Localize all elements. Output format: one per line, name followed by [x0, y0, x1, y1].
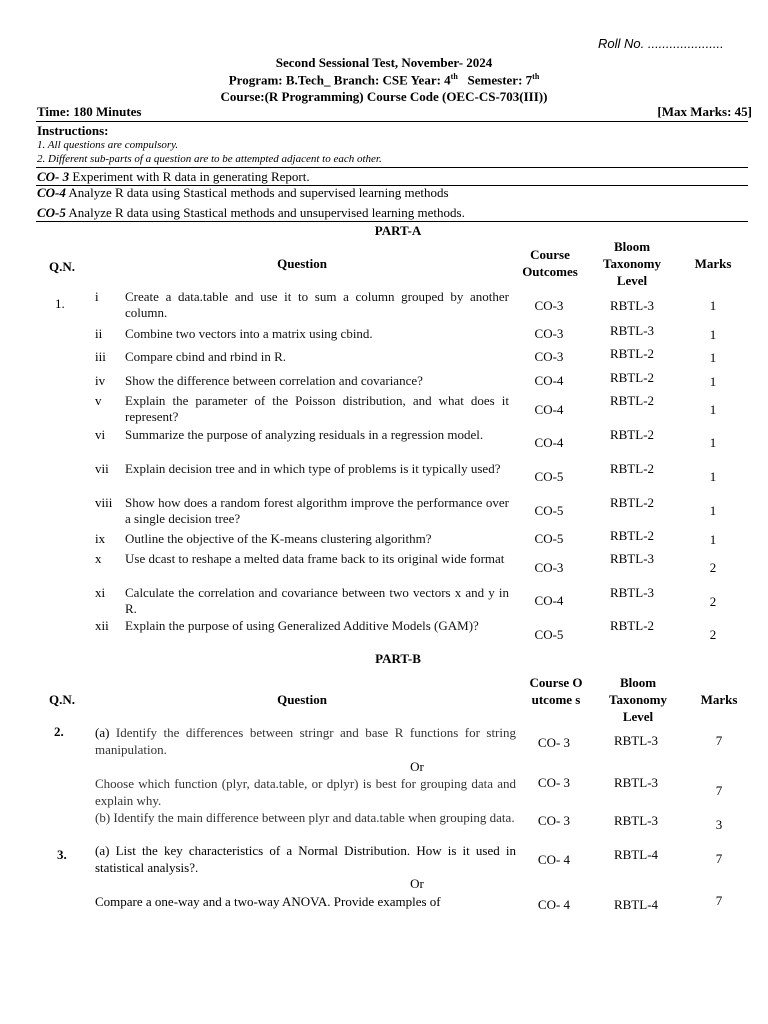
marks-cell: 1 — [709, 435, 717, 450]
bloom-level-cell: RBTL-2 — [609, 427, 655, 442]
col-header-qn: Q.N. — [49, 692, 75, 707]
marks-cell: 1 — [709, 374, 717, 389]
question-text: Compare cbind and rbind in R. — [125, 349, 287, 364]
marks-cell: 7 — [715, 783, 723, 798]
co-text: Analyze R data using Stastical methods and supervised learning methods — [65, 185, 449, 200]
sub-number: xi — [95, 585, 106, 600]
col-header-marks: Marks — [694, 256, 732, 271]
bloom-level-cell: RBTL-3 — [613, 775, 659, 790]
co-code: CO- 3 — [37, 169, 70, 184]
marks-cell: 7 — [715, 851, 723, 866]
question-number: 1. — [55, 296, 65, 311]
course-outcome-cell: CO- 3 — [537, 775, 571, 790]
bloom-level-cell: RBTL-3 — [609, 551, 655, 566]
course-outcome-cell: CO-3 — [534, 326, 564, 341]
col-header-bloom: Bloom Taxonomy Level — [602, 239, 662, 288]
marks-cell: 7 — [715, 893, 723, 908]
course-outcome-cell: CO-4 — [534, 593, 564, 608]
marks-cell: 1 — [709, 503, 717, 518]
sub-number: x — [95, 551, 102, 566]
question-text — [95, 842, 516, 876]
sub-number: iii — [95, 349, 106, 364]
question-text: Combine two vectors into a matrix using cbind. — [125, 326, 373, 341]
col-header-question: Question — [277, 256, 327, 271]
bloom-level-cell: RBTL-3 — [613, 733, 659, 748]
col-header-qn: Q.N. — [49, 259, 75, 274]
question-text: Show the difference between correlation and covariance? — [125, 373, 423, 388]
sub-number: v — [95, 393, 102, 408]
year-sup: th — [450, 72, 458, 81]
course-outcome-cell: CO- 4 — [537, 852, 571, 867]
col-header-marks: Marks — [700, 692, 738, 707]
bloom-level-cell: RBTL-2 — [609, 495, 655, 510]
semester-text: Semester: 7 — [467, 72, 533, 88]
co-text: Analyze R data using Stastical methods and unsupervised learning methods. — [65, 205, 465, 220]
bloom-level-cell: RBTL-3 — [609, 298, 655, 313]
bloom-level-cell: RBTL-2 — [609, 393, 655, 408]
co-code: CO-4 — [37, 185, 66, 200]
col-header-course-outcomes: Course Outcomes — [522, 247, 578, 279]
instruction-item: 1. All questions are compulsory. — [37, 139, 179, 151]
sub-number: i — [95, 289, 99, 304]
col-header-bloom: Bloom Taxonomy Level — [608, 675, 668, 724]
semester-sup: th — [532, 72, 540, 81]
part-b-title: PART-B — [375, 651, 421, 666]
marks-cell: 1 — [709, 402, 717, 417]
course-outcome-cell: CO-5 — [534, 627, 564, 642]
course-outcome-cell: CO- 4 — [537, 897, 571, 912]
course-line: Course:(R Programming) Course Code (OEC-CS-703(III)) — [220, 89, 548, 104]
bloom-level-cell: RBTL-3 — [609, 323, 655, 338]
question-text: Calculate the correlation and covariance between two vectors x and y in R. — [125, 585, 509, 616]
course-outcome-cell: CO- 3 — [537, 735, 571, 750]
bloom-level-cell: RBTL-2 — [609, 370, 655, 385]
marks-cell: 1 — [709, 532, 717, 547]
question-text: (b) Identify the main difference between plyr and data.table when grouping data. — [95, 810, 515, 825]
course-outcome-cell: CO-5 — [534, 469, 564, 484]
question-text: Compare a one-way and a two-way ANOVA. Provide examples of — [95, 894, 441, 909]
question-text: Explain the purpose of using Generalized Additive Models (GAM)? — [125, 618, 479, 633]
marks-cell: 1 — [709, 469, 717, 484]
marks-cell: 2 — [709, 594, 717, 609]
course-outcome-cell: CO-4 — [534, 373, 564, 388]
question-text: Summarize the purpose of analyzing residuals in a regression model. — [125, 427, 484, 442]
instructions-heading: Instructions: — [37, 123, 109, 138]
divider — [36, 221, 748, 222]
max-marks: [Max Marks: 45] — [657, 104, 752, 119]
sub-number: vii — [95, 461, 109, 476]
bloom-level-cell: RBTL-2 — [609, 528, 655, 543]
marks-cell: 2 — [709, 627, 717, 642]
question-number: 2. — [54, 724, 64, 739]
course-outcome-cell: CO-5 — [534, 531, 564, 546]
sub-number: vi — [95, 427, 106, 442]
program-line — [0, 72, 768, 88]
marks-cell: 3 — [715, 817, 723, 832]
exam-title: Second Sessional Test, November- 2024 — [275, 55, 493, 70]
course-outcome — [37, 205, 465, 221]
course-outcome-cell: CO-3 — [534, 349, 564, 364]
course-outcome-cell: CO-3 — [534, 560, 564, 575]
bloom-level-cell: RBTL-3 — [609, 585, 655, 600]
question-text: Choose which function (plyr, data.table, or dplyr) is best for grouping data and explain why. — [95, 776, 516, 808]
bloom-level-cell: RBTL-2 — [609, 346, 655, 361]
course-outcome-cell: CO-4 — [534, 435, 564, 450]
col-header-question: Question — [277, 692, 327, 707]
course-outcome — [37, 185, 449, 201]
time-allowed: Time: 180 Minutes — [37, 104, 142, 119]
program-text: Program: B.Tech_ Branch: CSE Year: 4 — [228, 72, 451, 88]
sub-number: ii — [95, 326, 103, 341]
course-outcome-cell: CO-5 — [534, 503, 564, 518]
bloom-level-cell: RBTL-2 — [609, 618, 655, 633]
question-text — [95, 724, 516, 758]
divider — [36, 167, 748, 168]
or-separator: Or — [410, 876, 424, 891]
question-text: Outline the objective of the K-means clustering algorithm? — [125, 531, 432, 546]
part-a-title: PART-A — [374, 223, 422, 238]
part-label: (a) — [95, 725, 110, 740]
col-header-course-outcomes: Course Outcome s — [529, 675, 583, 707]
question-text: Use dcast to reshape a melted data frame back to its original wide format — [125, 551, 505, 566]
question-number: 3. — [57, 847, 67, 862]
question-text: Explain decision tree and in which type of problems is it typically used? — [125, 461, 501, 476]
marks-cell: 1 — [709, 327, 717, 342]
question-body: List the key characteristics of a Normal Distribution. How is it used in statistical analysis?. — [95, 843, 516, 875]
question-body: Identify the differences between stringr and base R functions for string manipulation. — [95, 725, 516, 757]
or-separator: Or — [410, 759, 424, 774]
course-outcome-cell: CO- 3 — [537, 813, 571, 828]
co-code: CO-5 — [37, 205, 66, 220]
sub-number: iv — [95, 373, 106, 388]
course-outcome-cell: CO-4 — [534, 402, 564, 417]
bloom-level-cell: RBTL-2 — [609, 461, 655, 476]
divider — [36, 121, 748, 122]
bloom-level-cell: RBTL-4 — [613, 847, 659, 862]
question-text: Explain the parameter of the Poisson distribution, and what does it represent? — [125, 393, 509, 424]
course-outcome-cell: CO-3 — [534, 298, 564, 313]
instruction-item: 2. Different sub-parts of a question are to be attempted adjacent to each other. — [37, 153, 382, 165]
question-text: Show how does a random forest algorithm improve the performance over a single decision tree? — [125, 495, 509, 526]
marks-cell: 2 — [709, 560, 717, 575]
marks-cell: 1 — [709, 298, 717, 313]
part-label: (a) — [95, 843, 110, 858]
marks-cell: 7 — [715, 733, 723, 748]
question-text: Create a data.table and use it to sum a column grouped by another column. — [125, 289, 509, 320]
sub-number: viii — [95, 495, 113, 510]
sub-number: xii — [95, 618, 109, 633]
roll-number: Roll No. ..................... — [598, 36, 724, 51]
co-text: Experiment with R data in generating Report. — [69, 169, 310, 184]
bloom-level-cell: RBTL-3 — [613, 813, 659, 828]
course-outcome — [37, 169, 310, 185]
sub-number: ix — [95, 531, 106, 546]
marks-cell: 1 — [709, 350, 717, 365]
bloom-level-cell: RBTL-4 — [613, 897, 659, 912]
